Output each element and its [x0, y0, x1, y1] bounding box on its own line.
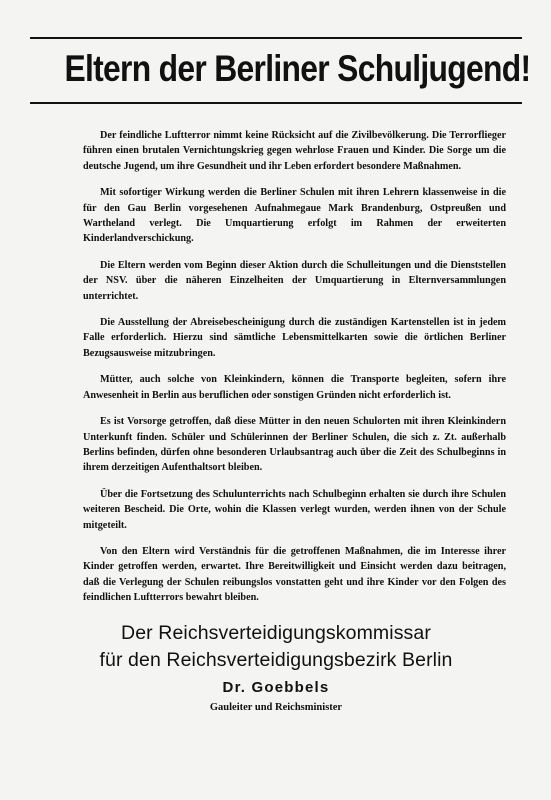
- paragraph-7: Über die Fortsetzung des Schulunterrichts nach Schulbeginn erhalten sie durch ihre Schulen weiteren Bescheid. Die Orte, wohin die Klassen verlegt wurden, werden ihnen von der Schule mitgeteilt.: [83, 488, 506, 531]
- signatory-name: Dr. Goebbels: [222, 679, 330, 696]
- signatory-role: Gauleiter und Reichsminister: [209, 702, 343, 713]
- title-rule: [30, 102, 522, 104]
- signature-block: [30, 620, 522, 715]
- proclamation-body: [83, 128, 506, 617]
- signature-office: Der Reichsverteidigungskommissar: [121, 622, 431, 644]
- paragraph-8: Von den Eltern wird Verständnis für die getroffenen Maßnahmen, die im Interesse ihrer Kinder getroffen werden, erwartet. Ihre Bereitwilligkeit und Einsicht werden dazu beitragen, daß die Verlegung der Schulen reibungslos vonstatten geht und ihre Kinder vor den Folgen des feindlichen Luftterrors bewahrt bleiben.: [83, 545, 506, 604]
- paragraph-3: Die Eltern werden vom Beginn dieser Aktion durch die Schulleitungen und die Dienststellen der NSV. über die näheren Einzelheiten der Umquartierung in Elternversammlungen unterrichtet.: [83, 259, 506, 302]
- top-rule: [30, 37, 522, 39]
- paragraph-2: Mit sofortiger Wirkung werden die Berliner Schulen mit ihren Lehrern klassenweise in die für den Gau Berlin vorgesehenen Aufnahmegaue Mark Brandenburg, Ostpreußen und Wartheland verlegt. Die Umquartierung erfolgt im Rahmen der erweiterten Kinderlandverschickung.: [83, 187, 506, 245]
- poster-title: Eltern der Berliner Schuljugend!: [64, 48, 531, 89]
- paragraph-1: Der feindliche Luftterror nimmt keine Rücksicht auf die Zivilbevölkerung. Die Terrorflieger führen einen brutalen Vernichtungskrieg gegen wehrlose Frauen und Kinder. Die Sorge um die deutsche Jugend, um ihre Gesundheit und ihr Leben erfordert besondere Maßnahmen.: [83, 130, 506, 172]
- paragraph-5: Mütter, auch solche von Kleinkindern, können die Transporte begleiten, sofern ihre Anwesenheit in Berlin aus beruflichen oder sonstigen Gründen nicht erforderlich ist.: [83, 374, 506, 401]
- signature-district: für den Reichsverteidigungsbezirk Berlin: [99, 649, 453, 671]
- paragraph-6: Es ist Vorsorge getroffen, daß diese Mütter in den neuen Schulorten mit ihren Kleinkindern Unterkunft finden. Schüler und Schülerinnen der Berliner Schulen, die sich z. Zt. außerhalb Berlins befinden, dürfen ohne besonderen Urlaubsantrag auch über die Zeit des Schulbeginns in ihrem derzeitigen Aufenthaltsort bleiben.: [83, 416, 506, 474]
- paragraph-4: Die Ausstellung der Abreisebescheinigung durch die zuständigen Kartenstellen ist in jedem Falle erforderlich. Hierzu sind sämtliche Lebensmittelkarten sowie die örtlichen Berliner Bezugsausweise mitzubringen.: [83, 317, 506, 359]
